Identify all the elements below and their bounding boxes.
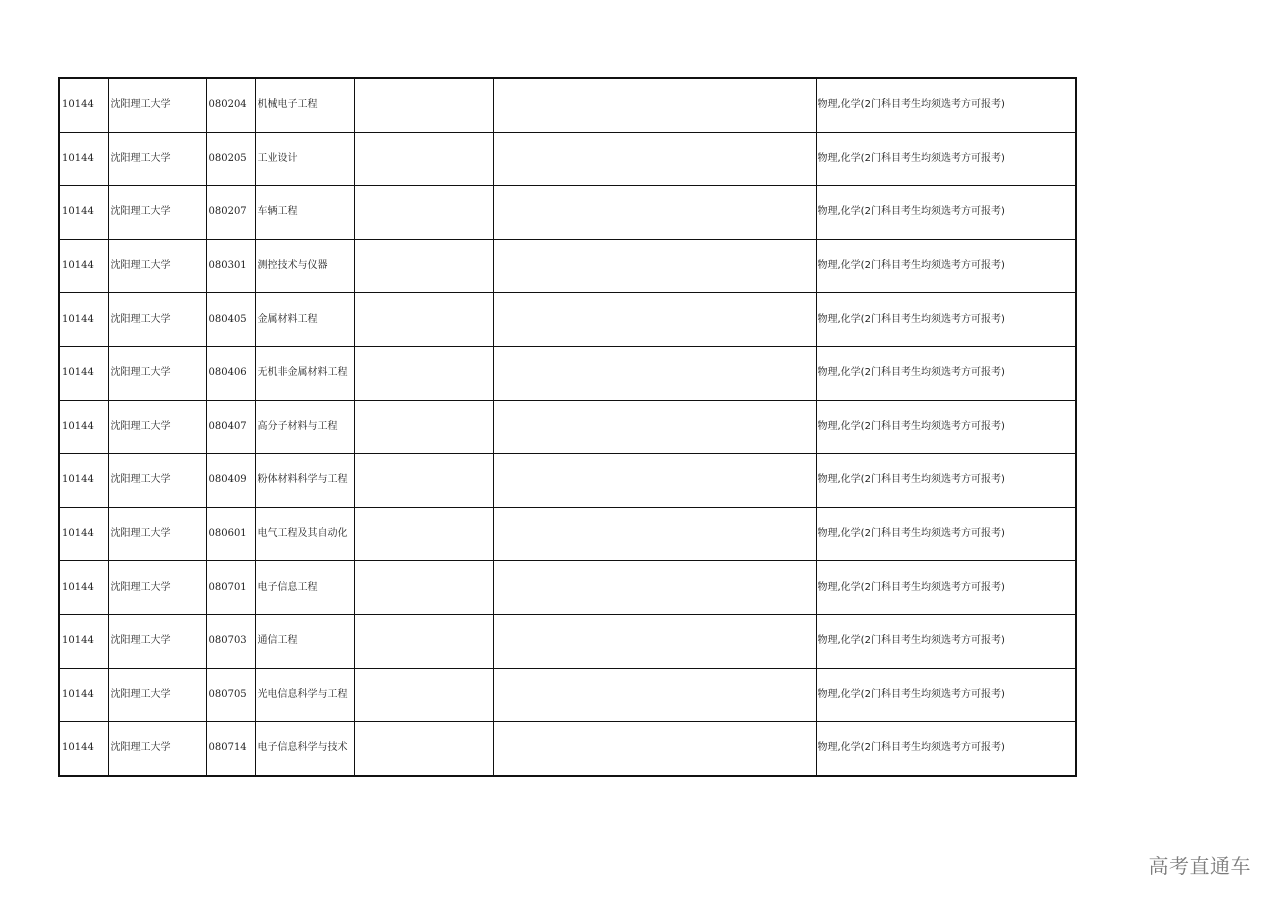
school-code-cell: 10144: [59, 722, 108, 776]
school-name-cell: 沈阳理工大学: [108, 186, 206, 240]
major-name-cell: 电子信息科学与技术: [255, 722, 354, 776]
major-code-cell: 080205: [206, 132, 255, 186]
blank-cell: [354, 668, 493, 722]
watermark-logo: 高考直通车: [1148, 854, 1251, 878]
blank-cell: [493, 346, 816, 400]
major-name-cell: 通信工程: [255, 614, 354, 668]
blank-cell: [493, 668, 816, 722]
table-row: [59, 132, 1076, 186]
school-code-cell: 10144: [59, 186, 108, 240]
blank-cell: [493, 454, 816, 508]
subject-requirement-cell: 物理,化学(2门科目考生均须选考方可报考): [816, 132, 1076, 186]
table-row: [59, 507, 1076, 561]
school-name-cell: 沈阳理工大学: [108, 346, 206, 400]
subject-requirement-cell: 物理,化学(2门科目考生均须选考方可报考): [816, 722, 1076, 776]
blank-cell: [493, 78, 816, 132]
blank-cell: [493, 507, 816, 561]
table-row: [59, 186, 1076, 240]
blank-cell: [354, 561, 493, 615]
school-name-cell: 沈阳理工大学: [108, 78, 206, 132]
blank-cell: [354, 722, 493, 776]
subject-requirement-cell: 物理,化学(2门科目考生均须选考方可报考): [816, 186, 1076, 240]
major-name-cell: 高分子材料与工程: [255, 400, 354, 454]
major-code-cell: 080601: [206, 507, 255, 561]
school-code-cell: 10144: [59, 239, 108, 293]
school-name-cell: 沈阳理工大学: [108, 614, 206, 668]
major-name-cell: 金属材料工程: [255, 293, 354, 347]
blank-cell: [493, 614, 816, 668]
blank-cell: [354, 239, 493, 293]
blank-cell: [354, 507, 493, 561]
table-row: [59, 561, 1076, 615]
major-code-cell: 080207: [206, 186, 255, 240]
table-row: [59, 346, 1076, 400]
blank-cell: [493, 293, 816, 347]
major-name-cell: 粉体材料科学与工程: [255, 454, 354, 508]
major-name-cell: 测控技术与仪器: [255, 239, 354, 293]
subject-requirement-cell: 物理,化学(2门科目考生均须选考方可报考): [816, 346, 1076, 400]
school-code-cell: 10144: [59, 507, 108, 561]
school-name-cell: 沈阳理工大学: [108, 722, 206, 776]
major-name-cell: 电子信息工程: [255, 561, 354, 615]
subject-requirement-cell: 物理,化学(2门科目考生均须选考方可报考): [816, 668, 1076, 722]
blank-cell: [354, 78, 493, 132]
blank-cell: [354, 346, 493, 400]
major-code-cell: 080301: [206, 239, 255, 293]
school-code-cell: 10144: [59, 132, 108, 186]
major-code-cell: 080701: [206, 561, 255, 615]
blank-cell: [493, 722, 816, 776]
subject-requirement-cell: 物理,化学(2门科目考生均须选考方可报考): [816, 561, 1076, 615]
school-code-cell: 10144: [59, 400, 108, 454]
blank-cell: [354, 186, 493, 240]
subject-requirement-cell: 物理,化学(2门科目考生均须选考方可报考): [816, 78, 1076, 132]
major-name-cell: 工业设计: [255, 132, 354, 186]
school-code-cell: 10144: [59, 668, 108, 722]
major-name-cell: 光电信息科学与工程: [255, 668, 354, 722]
table-row: [59, 239, 1076, 293]
blank-cell: [493, 400, 816, 454]
major-name-cell: 机械电子工程: [255, 78, 354, 132]
school-code-cell: 10144: [59, 346, 108, 400]
subject-requirement-cell: 物理,化学(2门科目考生均须选考方可报考): [816, 614, 1076, 668]
blank-cell: [354, 293, 493, 347]
school-code-cell: 10144: [59, 293, 108, 347]
major-code-cell: 080406: [206, 346, 255, 400]
school-name-cell: 沈阳理工大学: [108, 561, 206, 615]
blank-cell: [493, 132, 816, 186]
subject-requirement-cell: 物理,化学(2门科目考生均须选考方可报考): [816, 239, 1076, 293]
school-name-cell: 沈阳理工大学: [108, 293, 206, 347]
blank-cell: [354, 400, 493, 454]
subject-requirements-table: [58, 77, 1077, 777]
table-body: [59, 78, 1076, 776]
blank-cell: [493, 561, 816, 615]
subject-requirement-cell: 物理,化学(2门科目考生均须选考方可报考): [816, 507, 1076, 561]
subject-requirement-cell: 物理,化学(2门科目考生均须选考方可报考): [816, 293, 1076, 347]
school-name-cell: 沈阳理工大学: [108, 239, 206, 293]
subject-requirement-cell: 物理,化学(2门科目考生均须选考方可报考): [816, 454, 1076, 508]
school-name-cell: 沈阳理工大学: [108, 132, 206, 186]
table-row: [59, 293, 1076, 347]
blank-cell: [354, 454, 493, 508]
school-code-cell: 10144: [59, 454, 108, 508]
major-code-cell: 080703: [206, 614, 255, 668]
subject-requirement-cell: 物理,化学(2门科目考生均须选考方可报考): [816, 400, 1076, 454]
table-row: [59, 668, 1076, 722]
major-name-cell: 车辆工程: [255, 186, 354, 240]
school-code-cell: 10144: [59, 561, 108, 615]
blank-cell: [493, 186, 816, 240]
major-name-cell: 电气工程及其自动化: [255, 507, 354, 561]
table-row: [59, 400, 1076, 454]
school-name-cell: 沈阳理工大学: [108, 507, 206, 561]
school-name-cell: 沈阳理工大学: [108, 400, 206, 454]
table-row: [59, 614, 1076, 668]
table-row: [59, 454, 1076, 508]
major-code-cell: 080204: [206, 78, 255, 132]
major-name-cell: 无机非金属材料工程: [255, 346, 354, 400]
major-code-cell: 080405: [206, 293, 255, 347]
school-code-cell: 10144: [59, 614, 108, 668]
school-name-cell: 沈阳理工大学: [108, 454, 206, 508]
blank-cell: [354, 132, 493, 186]
major-code-cell: 080705: [206, 668, 255, 722]
table-row: [59, 722, 1076, 776]
table-row: [59, 78, 1076, 132]
school-name-cell: 沈阳理工大学: [108, 668, 206, 722]
school-code-cell: 10144: [59, 78, 108, 132]
major-code-cell: 080407: [206, 400, 255, 454]
blank-cell: [354, 614, 493, 668]
major-code-cell: 080409: [206, 454, 255, 508]
blank-cell: [493, 239, 816, 293]
major-code-cell: 080714: [206, 722, 255, 776]
